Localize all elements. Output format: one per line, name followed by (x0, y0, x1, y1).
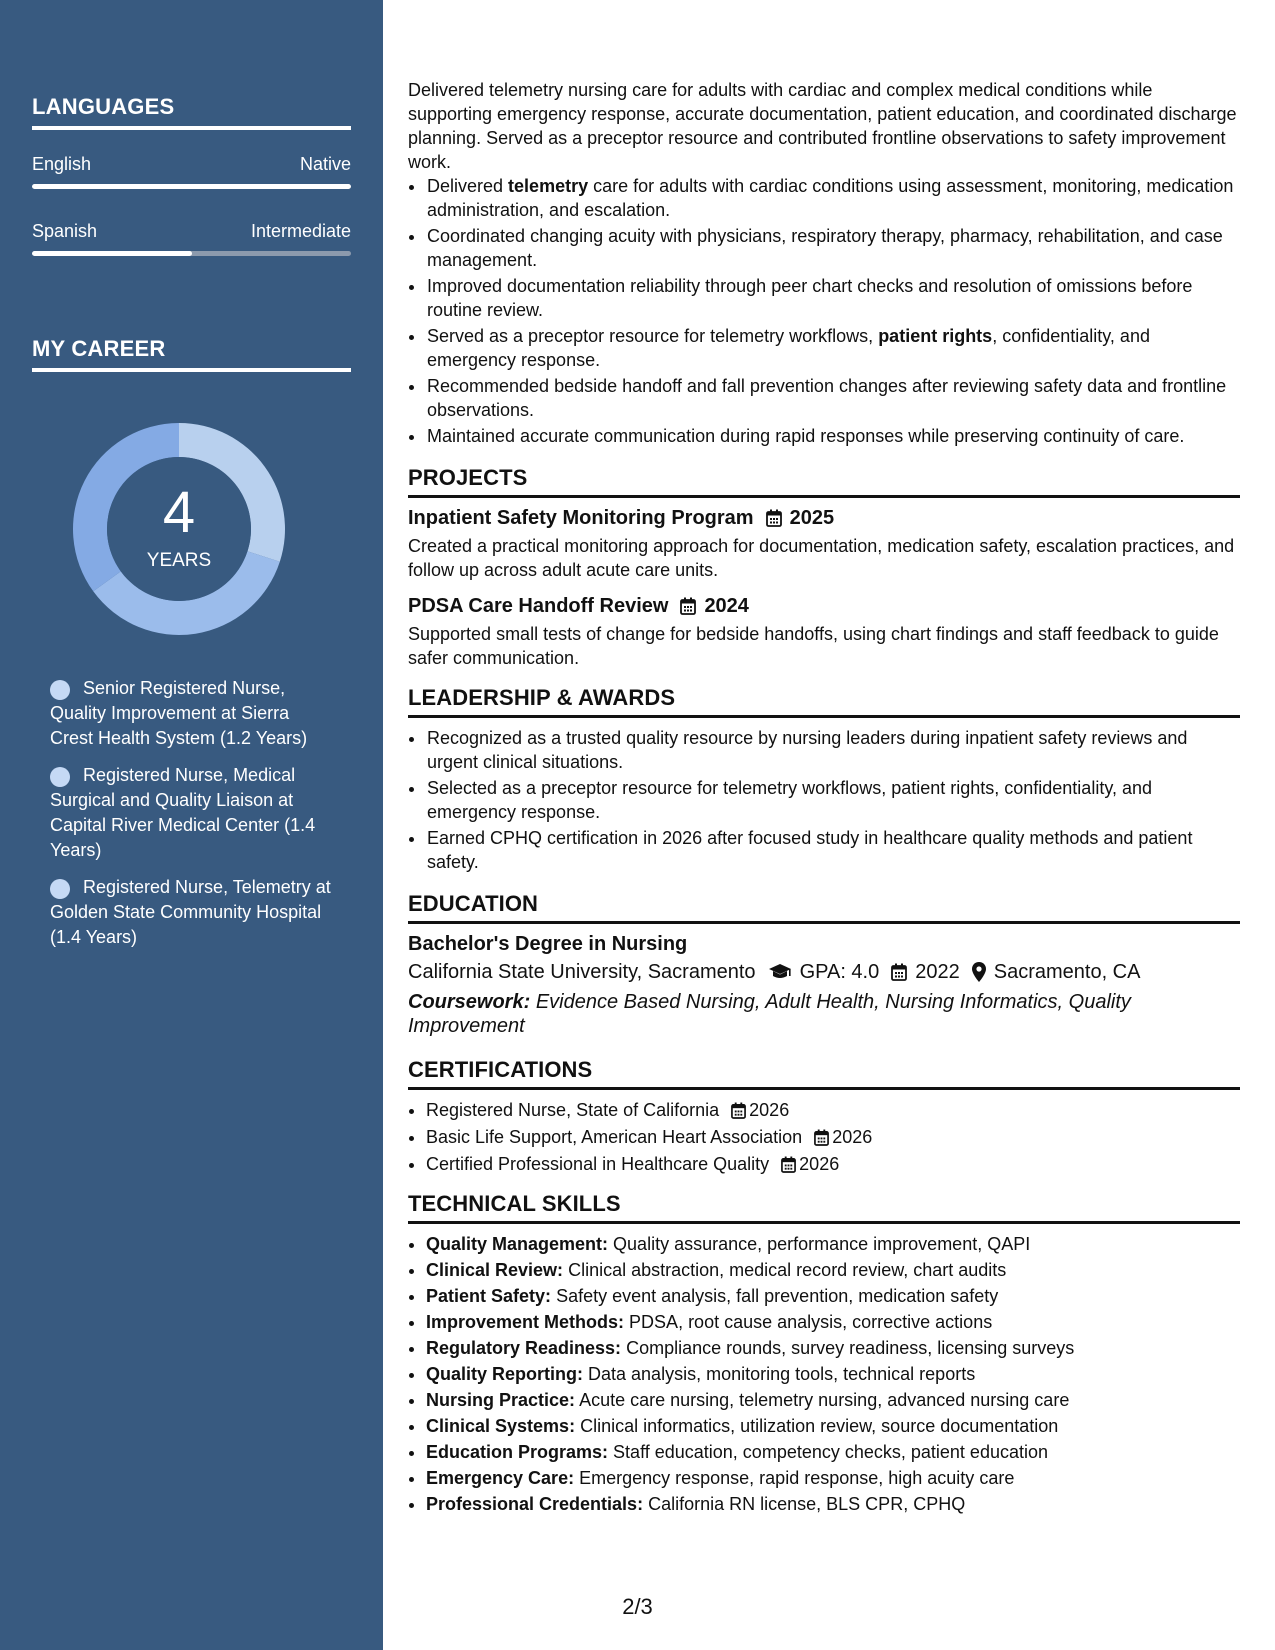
language-row (32, 154, 351, 175)
language-level: Native (299, 154, 351, 174)
skill-value: California RN license, BLS CPR, CPHQ (648, 1494, 966, 1514)
certification-row (426, 1152, 1240, 1176)
gpa: GPA: 4.0 (799, 961, 880, 983)
graduation-year: 2022 (915, 961, 960, 983)
bullet-text: Coordinated changing acuity with physicians, respiratory therapy, pharmacy, rehabilitation, and case management. (427, 226, 1223, 270)
skill-label: Nursing Practice: (426, 1390, 576, 1410)
career-item (50, 676, 335, 751)
certification-row (426, 1125, 1240, 1149)
career-years-label: YEARS (146, 550, 212, 571)
certification-year: 2026 (749, 1100, 790, 1120)
languages-section (32, 94, 351, 256)
experience-bullet (426, 324, 1240, 372)
project-year: 2024 (704, 595, 749, 617)
skill-value: Quality assurance, performance improvement, QAPI (613, 1234, 1031, 1254)
skill-item (426, 1388, 1240, 1412)
project-header (408, 506, 1240, 530)
calendar-icon (680, 597, 696, 615)
certification-name: • Basic Life Support, American Heart Association (426, 1127, 803, 1147)
career-item (50, 763, 335, 863)
certification-row (426, 1098, 1240, 1122)
coursework-list: Evidence Based Nursing, Adult Health, Nursing Informatics, Quality Improvement (408, 991, 1131, 1037)
skill-label: Professional Credentials: (426, 1494, 644, 1514)
skill-label: Clinical Systems: (426, 1416, 576, 1436)
language-name: English (32, 154, 92, 174)
career-item-text: Registered Nurse, Medical Surgical and Quality Liaison at Capital River Medical Center (1.4 Years) (50, 765, 316, 860)
leadership-list (408, 726, 1240, 874)
language-name: Spanish (32, 221, 98, 241)
language-bar-fill (32, 251, 192, 256)
project-name: PDSA Care Handoff Review (408, 595, 669, 617)
career-dot (50, 680, 70, 700)
certification-item (426, 1152, 1240, 1176)
skill-label: Quality Reporting: (426, 1364, 583, 1384)
skill-value: Safety event analysis, fall prevention, medication safety (556, 1286, 999, 1306)
skill-label: Improvement Methods: (426, 1312, 625, 1332)
career-list (50, 676, 335, 962)
experience-bullet (426, 174, 1240, 222)
skill-item (426, 1466, 1240, 1490)
skill-value: Acute care nursing, telemetry nursing, advanced nursing care (579, 1390, 1070, 1410)
projects-section (408, 466, 1240, 670)
career-donut (66, 416, 292, 642)
experience-bullet (426, 424, 1240, 448)
skill-value: Staff education, competency checks, patient education (613, 1442, 1048, 1462)
skills-list (408, 1232, 1240, 1516)
skill-value: Emergency response, rapid response, high acuity care (579, 1468, 1015, 1488)
page-number: 2/3 (622, 1594, 653, 1619)
career-item-text: Registered Nurse, Telemetry at Golden State Community Hospital (1.4 Years) (50, 877, 331, 947)
skill-item (426, 1362, 1240, 1386)
skill-label: Patient Safety: (426, 1286, 552, 1306)
career-dot (50, 879, 70, 899)
graduation-cap-icon (768, 963, 792, 981)
career-dot (50, 767, 70, 787)
skill-value: Compliance rounds, survey readiness, licensing surveys (626, 1338, 1075, 1358)
skill-item (426, 1232, 1240, 1256)
projects-title: PROJECTS (408, 466, 1240, 498)
career-title: MY CAREER (32, 336, 351, 372)
calendar-icon (814, 1129, 829, 1146)
skill-label: Clinical Review: (426, 1260, 564, 1280)
certifications-section (408, 1058, 1240, 1176)
degree-title: Bachelor's Degree in Nursing (408, 933, 688, 955)
experience-bullet (426, 374, 1240, 422)
bullet-text: Delivered (427, 176, 509, 196)
skill-label: Regulatory Readiness: (426, 1338, 622, 1358)
skill-label: Quality Management: (426, 1234, 609, 1254)
language-bar (32, 251, 351, 256)
education-title: EDUCATION (408, 892, 1240, 924)
calendar-icon (766, 509, 782, 527)
language-level: Intermediate (250, 221, 351, 241)
certification-name: • Registered Nurse, State of California (426, 1100, 720, 1120)
skill-label: Education Programs: (426, 1442, 609, 1462)
languages-title: LANGUAGES (32, 94, 351, 130)
skill-item (426, 1414, 1240, 1438)
calendar-icon (731, 1102, 746, 1119)
sidebar (0, 0, 383, 1650)
language-bar-fill (32, 184, 351, 189)
leadership-section (408, 686, 1240, 874)
project-header (408, 594, 1240, 618)
skill-value: Clinical abstraction, medical record review, chart audits (568, 1260, 1007, 1280)
certifications-list (408, 1098, 1240, 1176)
education-section (408, 892, 1240, 1038)
experience-summary: Delivered telemetry nursing care for adults with cardiac and complex medical conditions while supporting emergency response, accurate documentation, patient education, and coordinated discharge planning. Served as a preceptor resource and contributed frontline observations to safety improvement work. (408, 80, 1237, 172)
skill-item (426, 1336, 1240, 1360)
calendar-icon (891, 963, 907, 981)
career-donut-center (66, 416, 292, 642)
school-location: Sacramento, CA (993, 961, 1141, 983)
bullet-bold: telemetry (508, 176, 589, 196)
language-item (32, 221, 351, 256)
bullet-bold: patient rights (878, 326, 993, 346)
language-row (32, 221, 351, 242)
project-description: Supported small tests of change for bedside handoffs, using chart findings and staff feedback to guide safer communication. (408, 624, 1219, 668)
skill-value: Clinical informatics, utilization review, source documentation (580, 1416, 1059, 1436)
career-section (32, 336, 351, 372)
skills-section (408, 1192, 1240, 1516)
leadership-item: • Selected as a preceptor resource for telemetry workflows, patient rights, confidentiality, and emergency response. (426, 776, 1240, 824)
language-item (32, 154, 351, 189)
skill-item (426, 1440, 1240, 1464)
skill-item (426, 1492, 1240, 1516)
career-item-text: Senior Registered Nurse, Quality Improvement at Sierra Crest Health System (1.2 Years) (50, 678, 308, 748)
skill-item (426, 1284, 1240, 1308)
language-bar (32, 184, 351, 189)
coursework-label: Coursework: (408, 991, 531, 1013)
project-description: Created a practical monitoring approach for documentation, medication safety, escalation practices, and follow up across adult acute care units. (408, 536, 1235, 580)
leadership-item: • Recognized as a trusted quality resource by nursing leaders during inpatient safety reviews and urgent clinical situations. (426, 726, 1240, 774)
skill-label: Emergency Care: (426, 1468, 575, 1488)
skill-value: PDSA, root cause analysis, corrective actions (629, 1312, 993, 1332)
project-year: 2025 (789, 507, 835, 529)
coursework (408, 990, 1240, 1038)
experience-bullets (408, 174, 1240, 448)
certification-year: 2026 (799, 1154, 840, 1174)
bullet-text: care for adults with cardiac conditions using assessment, monitoring, medication administration, and escalation. (427, 176, 1234, 220)
main-content (408, 78, 1240, 1518)
bullet-text: , confidentiality, and emergency response. (427, 326, 1150, 370)
career-item (50, 875, 335, 950)
certification-year: 2026 (832, 1127, 873, 1147)
certification-name: • Certified Professional in Healthcare Quality (426, 1154, 770, 1174)
bullet-text: Maintained accurate communication during rapid responses while preserving continuity of care. (427, 426, 1185, 446)
skill-item (426, 1310, 1240, 1334)
career-years: 4 (162, 480, 196, 545)
certification-item (426, 1125, 1240, 1149)
calendar-icon (781, 1156, 796, 1173)
bullet-text: Improved documentation reliability through peer chart checks and resolution of omissions before routine review. (427, 276, 1193, 320)
map-pin-icon (972, 962, 986, 982)
bullet-text: Recommended bedside handoff and fall prevention changes after reviewing safety data and frontline observations. (427, 376, 1227, 420)
leadership-title: LEADERSHIP & AWARDS (408, 686, 1240, 718)
experience-bullet (426, 224, 1240, 272)
experience-bullet (426, 274, 1240, 322)
project-name: Inpatient Safety Monitoring Program (408, 507, 754, 529)
skill-value: Data analysis, monitoring tools, technical reports (588, 1364, 976, 1384)
skill-item (426, 1258, 1240, 1282)
bullet-text: Served as a preceptor resource for telemetry workflows, (427, 326, 879, 346)
experience-section (408, 78, 1240, 448)
certification-item (426, 1098, 1240, 1122)
school-name: California State University, Sacramento (408, 961, 756, 983)
education-details (408, 960, 1240, 984)
certifications-title: CERTIFICATIONS (408, 1058, 1240, 1090)
leadership-item: • Earned CPHQ certification in 2026 after focused study in healthcare quality methods and patient safety. (426, 826, 1240, 874)
skills-title: TECHNICAL SKILLS (408, 1192, 1240, 1224)
